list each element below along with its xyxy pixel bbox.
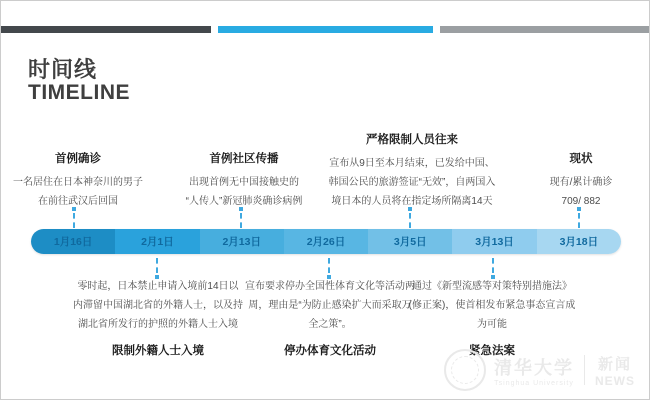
event-line: 宣布从9日至本月结束，已发给中国、 xyxy=(329,158,495,169)
connector-up-2 xyxy=(240,213,242,228)
event-line: 现有/累计确诊 xyxy=(549,177,613,188)
event-line: 周，理由是“为防止感染扩大而采取万 xyxy=(248,300,412,311)
event-line: 一名居住在日本神奈川的男子 xyxy=(13,177,143,188)
news-logo xyxy=(595,353,635,388)
event-line: 709/ 882 xyxy=(561,196,601,207)
connector-up-4 xyxy=(578,213,580,228)
top-bar-segment-dark xyxy=(1,26,211,33)
event-emergency-bill xyxy=(409,277,576,358)
event-line: 宣布要求停办全国性体育文化等活动两 xyxy=(245,281,415,292)
timeline-segment: 3月5日 xyxy=(368,229,452,254)
tsinghua-university-logo xyxy=(494,354,574,387)
event-current-status xyxy=(550,141,613,211)
timeline-segment: 3月18日 xyxy=(537,229,621,254)
top-bar-segment-blue xyxy=(218,26,433,33)
timeline-bar xyxy=(31,229,621,254)
event-line: 零时起，日本禁止申请入境前14日以 xyxy=(77,281,239,292)
event-line: “人传人”新冠肺炎确诊病例 xyxy=(185,196,303,207)
event-line: 出现首例无中国接触史的 xyxy=(188,177,299,188)
event-title: 紧急法案 xyxy=(468,345,515,357)
event-line: (修正案)，使首相发布紧急事态宣言成 xyxy=(408,300,576,311)
tsinghua-logo-zh: 清华大学 xyxy=(494,357,574,378)
event-first-community-spread xyxy=(186,141,303,211)
connector-down-2 xyxy=(328,258,330,273)
event-title: 停办体育文化活动 xyxy=(284,345,376,357)
tsinghua-logo-en: Tsinghua University xyxy=(494,379,574,387)
event-line: 湖北省所发行的护照的外籍人士入境 xyxy=(78,319,238,330)
page-title-zh: 时间线 xyxy=(28,57,98,82)
event-title: 限制外籍人士入境 xyxy=(112,345,204,357)
timeline-segment: 2月1日 xyxy=(115,229,199,254)
event-line: 通过《新型流感等对策特别措施法》 xyxy=(411,281,572,292)
event-first-confirmed-case xyxy=(13,141,143,211)
event-line: 内滞留中国湖北省的外籍人士，以及持 xyxy=(73,300,243,311)
connector-up-1 xyxy=(73,213,75,228)
footer-logos xyxy=(444,349,635,391)
logo-divider xyxy=(584,355,585,385)
news-logo-en: NEWS xyxy=(595,373,635,388)
event-title: 首例社区传播 xyxy=(209,153,279,165)
event-line: 全之策”。 xyxy=(308,319,352,330)
tsinghua-emblem-icon xyxy=(444,349,486,391)
event-title: 现状 xyxy=(569,153,593,165)
event-entry-ban xyxy=(73,277,243,358)
event-line: 韩国公民的旅游签证“无效”，自两国入 xyxy=(328,177,496,188)
timeline-segment: 1月16日 xyxy=(31,229,115,254)
connector-up-3 xyxy=(409,213,411,228)
event-line: 在前往武汉后回国 xyxy=(38,196,118,207)
timeline-segment: 2月26日 xyxy=(284,229,368,254)
event-line: 境日本的人员将在指定场所隔离14天 xyxy=(331,196,493,207)
event-title: 严格限制人员往来 xyxy=(365,134,458,146)
page-title-en: TIMELINE xyxy=(28,81,130,104)
connector-down-1 xyxy=(156,258,158,273)
top-bar-segment-gray xyxy=(440,26,650,33)
event-title: 首例确诊 xyxy=(55,153,101,165)
event-line: 为可能 xyxy=(476,319,507,330)
timeline-segment: 2月13日 xyxy=(200,229,284,254)
timeline-segment: 3月13日 xyxy=(452,229,536,254)
connector-down-3 xyxy=(492,258,494,273)
news-logo-zh: 新闻 xyxy=(597,355,632,373)
event-suspend-activities xyxy=(245,277,415,358)
event-travel-restrictions xyxy=(328,134,496,211)
